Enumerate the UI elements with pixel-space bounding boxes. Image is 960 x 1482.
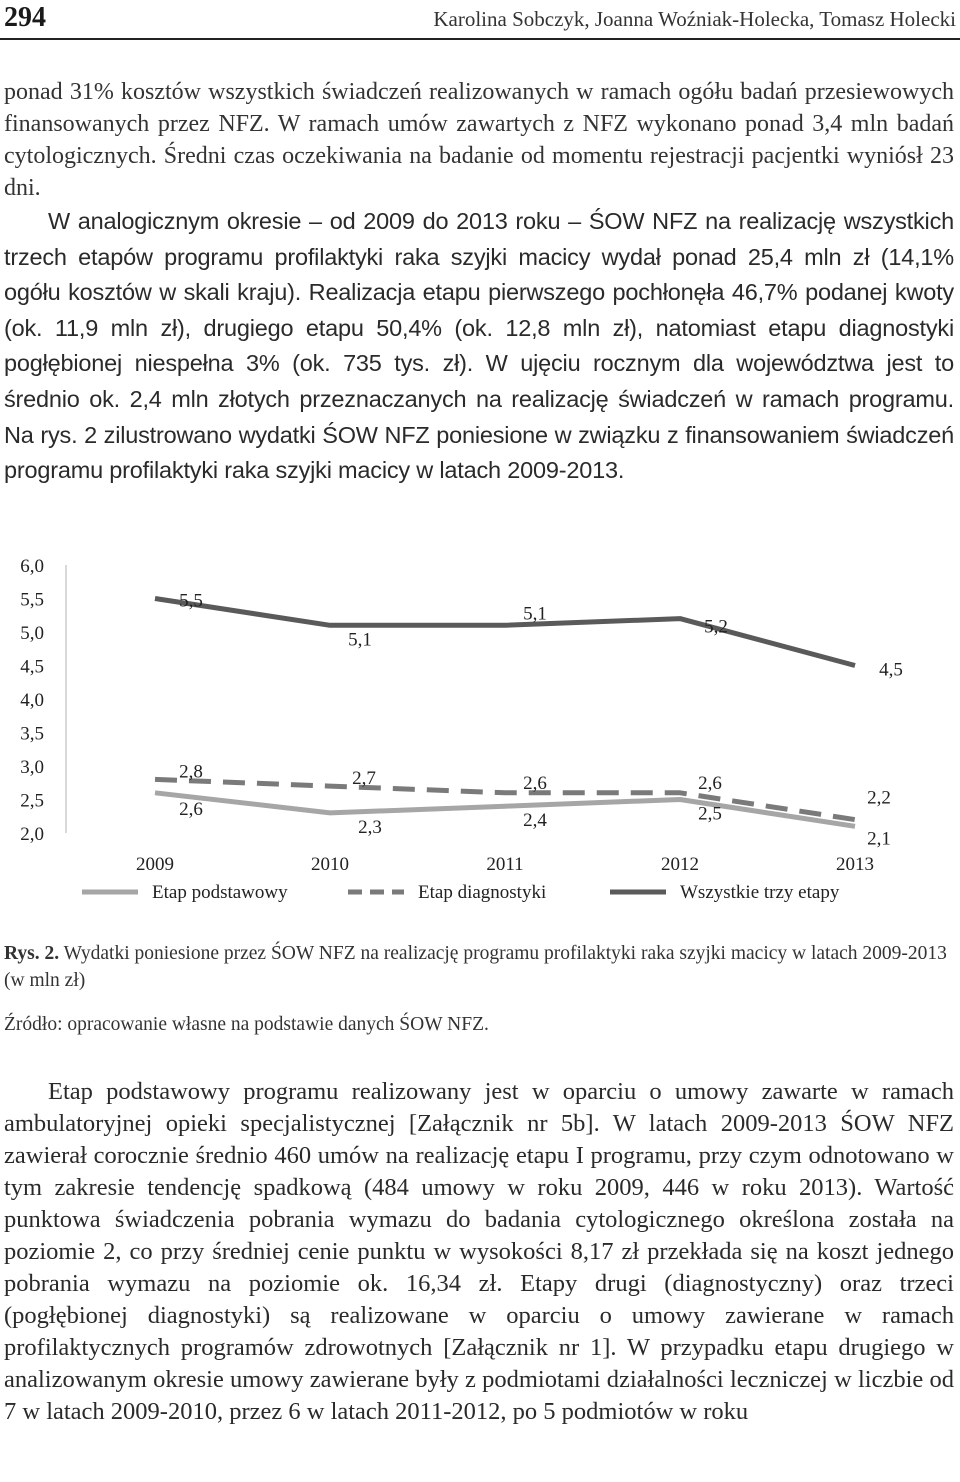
caption-text: Wydatki poniesione przez ŚOW NFZ na realizację programu profilaktyki raka szyjki macicy w latach 2009-2013 (w mln zł) [4, 943, 947, 991]
x-tick-label: 2012 [661, 854, 699, 875]
data-label: 5,5 [179, 590, 203, 612]
header-rule [0, 38, 960, 40]
figure-caption [4, 940, 954, 994]
data-label: 2,6 [698, 772, 722, 794]
y-tick-label: 3,5 [20, 723, 44, 745]
y-tick-label: 6,0 [20, 556, 44, 577]
y-tick-label: 2,5 [20, 790, 44, 812]
x-tick-label: 2010 [311, 854, 349, 875]
data-label: 2,1 [867, 828, 891, 850]
y-tick-label: 2,0 [20, 824, 44, 845]
series-line [155, 779, 855, 819]
paragraph-3 [4, 1076, 954, 1428]
y-tick-label: 4,0 [20, 690, 44, 711]
legend-label: Etap podstawowy [152, 882, 288, 903]
x-tick-labels [136, 854, 874, 875]
y-tick-label: 5,0 [20, 623, 44, 644]
y-tick-labels [20, 556, 44, 845]
x-tick-label: 2013 [836, 854, 874, 875]
y-tick-label: 4,5 [20, 656, 44, 678]
legend-label: Etap diagnostyki [418, 882, 547, 903]
y-tick-label: 5,5 [20, 589, 44, 611]
data-label: 2,8 [179, 761, 203, 783]
series-line [155, 599, 855, 666]
paragraph-3-text: Etap podstawowy programu realizowany jest w oparciu o umowy zawarte w ramach ambulatoryjnej opieki specjalistycznej [Załącznik nr 5b]. W latach 2009-2013 ŚOW NFZ zawierał corocznie średnio 460 umów na realizację etapu I programu, przy czym odnotowano w tym zakresie tendencję spadkową (484 umowy w roku 2009, 446 w roku 2013). Wartość punktowa świadczenia pobrania wymazu do badania cytologicznego określona została na poziomie 2, co przy średniej cenie punktu w wysokości 8,17 zł przekłada się na koszt jednego pobrania wymazu na poziomie ok. 16,34 zł. Etapy drugi (diagnostyczny) oraz trzeci (pogłębionej diagnostyki) są realizowane w oparciu o umowy zawierane w ramach profilaktycznych programów zdrowotnych [Załącznik nr 1]. W przypadku etapu drugiego w analizowanym okresie umowy zawierane były z podmiotami działalności leczniczej w liczbie od 7 w latach 2009-2010, przez 6 w latach 2011-2012, po 5 podmiotów w roku [4, 1078, 954, 1425]
series-lines [155, 599, 855, 827]
paragraph-2 [4, 204, 954, 489]
data-label: 2,4 [523, 810, 547, 832]
x-tick-label: 2011 [486, 854, 524, 875]
caption-label: Rys. 2. [4, 943, 60, 964]
x-tick-label: 2009 [136, 854, 174, 875]
data-label: 2,5 [698, 803, 722, 825]
legend-label: Wszystkie trzy etapy [680, 882, 840, 903]
paragraph-2-text: W analogicznym okresie – od 2009 do 2013 roku – ŚOW NFZ na realizację wszystkich trzech etapów programu profilaktyki raka szyjki macicy wydał ponad 25,4 mln zł (14,1% ogółu kosztów w skali kraju). Realizacja etapu pierwszego pochłonęła 46,7% podanej kwoty (ok. 11,9 mln zł), drugiego etapu 50,4% (ok. 12,8 mln zł), natomiast etapu diagnostyki pogłębionej niespełna 3% (ok. 735 tys. zł). W ujęciu rocznym dla województwa jest to średnio ok. 2,4 mln złotych przeznaczanych na realizację świadczeń w ramach programu. Na rys. 2 zilustrowano wydatki ŚOW NFZ poniesione w związku z finansowaniem świadczeń programu profilaktyki raka szyjki macicy w latach 2009-2013. [4, 208, 954, 484]
running-head-authors: Karolina Sobczyk, Joanna Woźniak-Holecka, Tomasz Holecki [433, 7, 956, 31]
data-label: 2,6 [523, 772, 547, 794]
legend [82, 882, 840, 903]
series-line [155, 793, 855, 827]
data-label: 2,7 [352, 768, 376, 790]
y-tick-label: 3,0 [20, 757, 44, 778]
page-header [0, 0, 960, 40]
data-label: 2,2 [867, 787, 891, 809]
figure-source: Źródło: opracowanie własne na podstawie danych ŚOW NFZ. [4, 1014, 489, 1035]
data-label: 4,5 [879, 659, 903, 681]
data-label: 2,3 [358, 816, 382, 838]
page-number: 294 [4, 2, 46, 33]
data-label: 5,2 [704, 616, 728, 638]
line-chart [0, 548, 960, 920]
paragraph-1: ponad 31% kosztów wszystkich świadczeń realizowanych w ramach ogółu badań przesiewowych finansowanych przez NFZ. W ramach umów zawartych z NFZ wykonano ponad 3,4 mln badań cytologicznych. Średni czas oczekiwania na badanie od momentu rejestracji pacjentki wyniósł 23 dni. [4, 79, 954, 201]
data-label: 2,6 [179, 798, 203, 820]
data-label: 5,1 [348, 629, 372, 651]
data-label: 5,1 [523, 603, 547, 625]
